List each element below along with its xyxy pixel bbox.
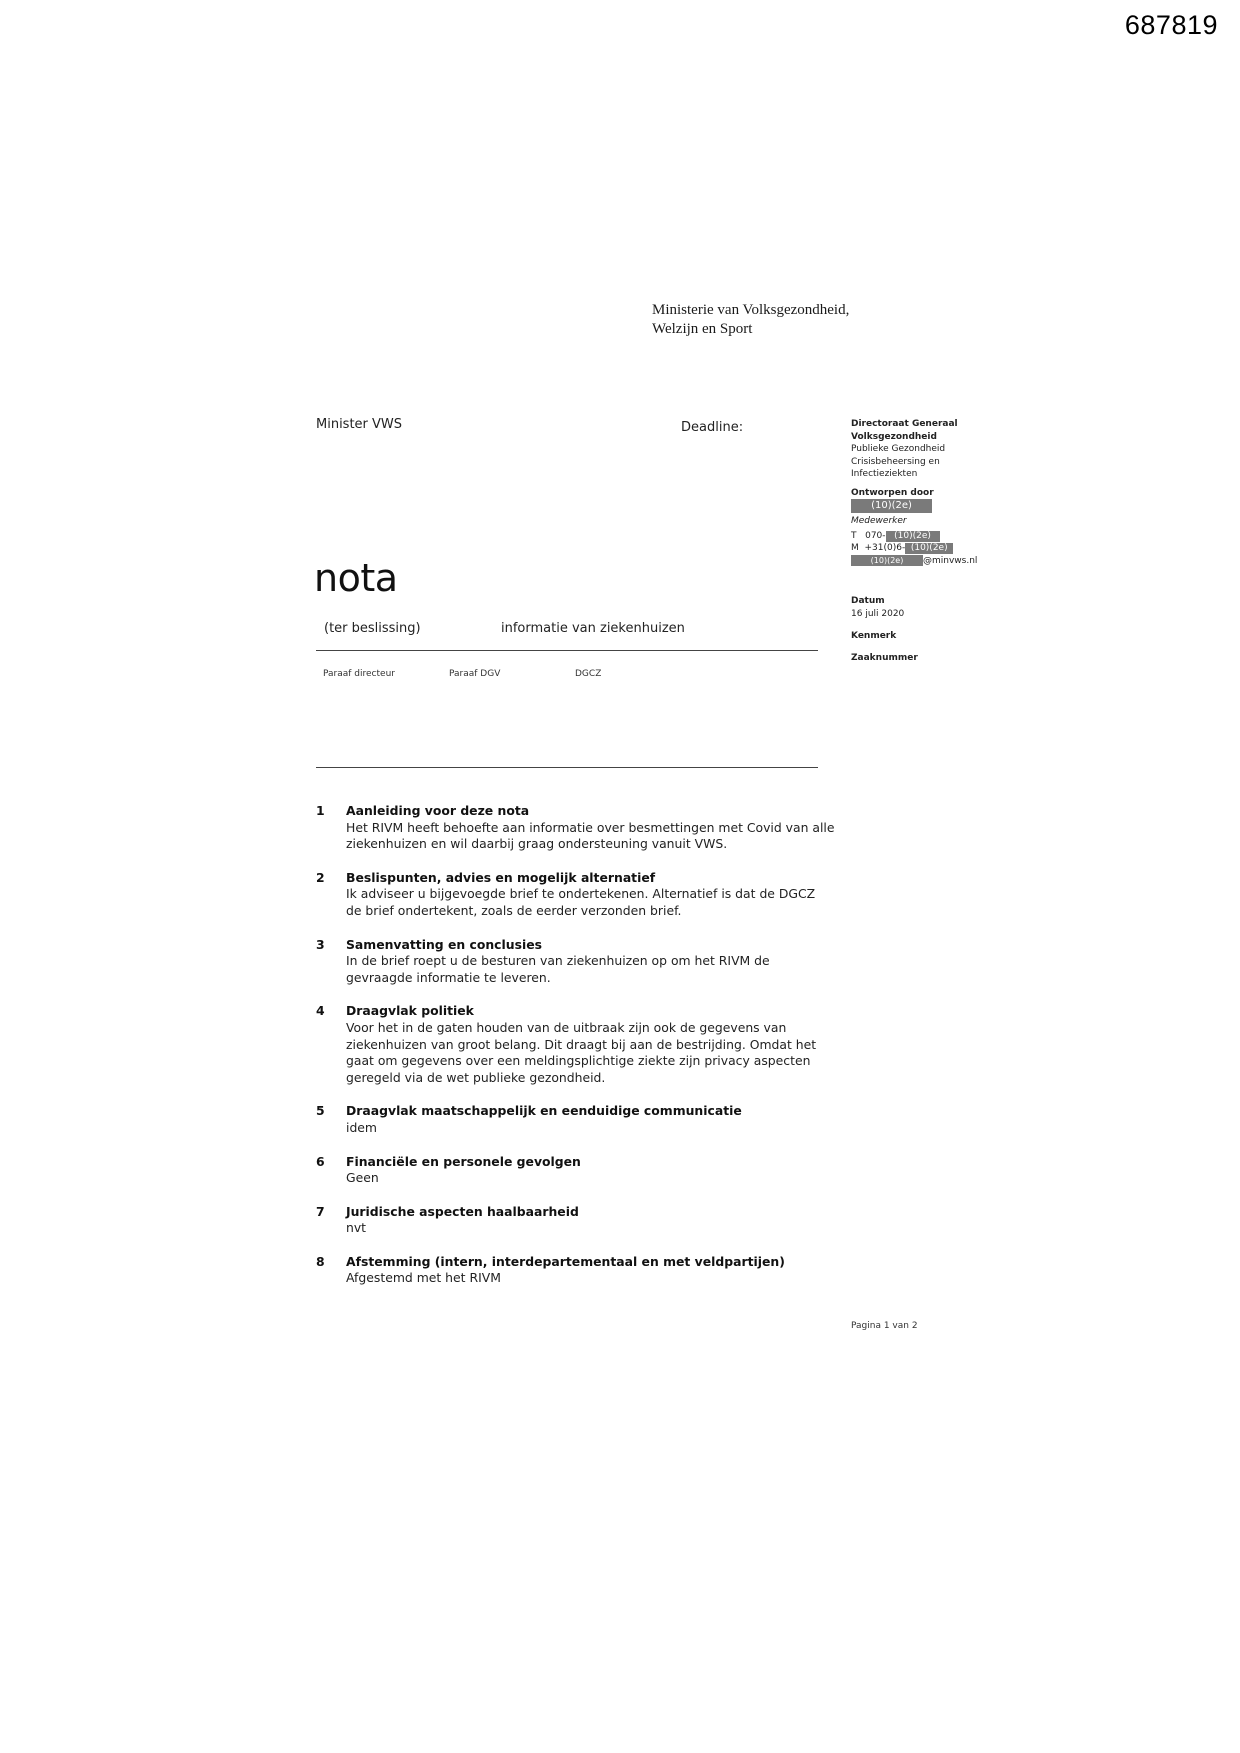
logo-line-1: Ministerie van Volksgezondheid,: [652, 302, 850, 318]
section-heading: Beslispunten, advies en mogelijk alternatief: [346, 869, 656, 885]
divider-top: [316, 650, 818, 651]
section-2: [316, 870, 876, 920]
sidebar-meta: [851, 595, 1011, 665]
section-text: Voor het in de gaten houden van de uitbraak zijn ook de gegevens van ziekenhuizen van groot belang. Dit draagt bij aan de bestrijding. Omdat het gaat om gegevens over een meldingsplichtige ziekte zijn privacy aspecten geregeld via de wet publieke gezondheid.: [346, 1019, 817, 1085]
section-3: [316, 937, 876, 987]
dept-line-2: Crisisbeheersing en: [851, 456, 940, 467]
section-number: 8: [316, 1253, 325, 1269]
paraaf-dgv: Paraaf DGV: [449, 669, 501, 679]
section-heading: Aanleiding voor deze nota: [346, 803, 530, 818]
note-sections: [316, 803, 876, 1304]
org-line-2: Volksgezondheid: [851, 431, 937, 442]
ministry-logo: [652, 301, 849, 339]
section-heading: Draagvlak politiek: [346, 1003, 474, 1019]
section-number: 3: [316, 936, 325, 952]
section-heading: Samenvatting en conclusies: [346, 936, 542, 952]
recipient: Minister VWS: [316, 417, 403, 432]
mobile-prefix: M: [851, 543, 859, 553]
mobile-value: +31(0)6-: [864, 543, 906, 553]
phone-value: 070-: [865, 530, 886, 541]
sender-sidebar: [851, 418, 1011, 567]
redaction-mobile: (10)(2e): [905, 543, 953, 554]
section-8: [316, 1254, 876, 1287]
note-subject: informatie van ziekenhuizen: [501, 621, 685, 636]
document-title: nota: [314, 556, 398, 600]
email-row: [851, 555, 1011, 568]
logo-line-2: Welzijn en Sport: [652, 321, 753, 337]
paraaf-directeur: Paraaf directeur: [323, 669, 395, 679]
org-line-1: Directoraat Generaal: [851, 419, 958, 429]
case-number-label: Zaaknummer: [851, 653, 918, 663]
section-text: Ik adviseer u bijgevoegde brief te ondertekenen. Alternatief is dat de DGCZ de brief ondertekent, zoals de eerder verzonden brief.: [346, 886, 816, 918]
dept-line-1: Publieke Gezondheid: [851, 444, 946, 454]
section-text: nvt: [346, 1220, 367, 1236]
section-7: [316, 1204, 876, 1237]
section-number: 1: [316, 803, 325, 818]
mobile-row: [851, 542, 1011, 555]
divider-bottom: [316, 767, 818, 768]
dept-line-3: Infectieziekten: [851, 469, 918, 479]
paraaf-dgcz: DGCZ: [575, 669, 602, 679]
date-value: 16 juli 2020: [851, 609, 905, 619]
section-5: [316, 1103, 876, 1136]
section-text: Afgestemd met het RIVM: [346, 1270, 501, 1286]
email-domain: @minvws.nl: [923, 555, 978, 566]
section-number: 6: [316, 1153, 325, 1169]
redaction-designer: (10)(2e): [851, 499, 932, 513]
section-text: idem: [346, 1119, 378, 1135]
section-number: 4: [316, 1003, 325, 1019]
section-1: [316, 803, 876, 853]
section-text: Geen: [346, 1170, 379, 1186]
date-label: Datum: [851, 596, 885, 606]
section-6: [316, 1154, 876, 1187]
deadline-label: Deadline:: [681, 420, 744, 435]
section-text: In de brief roept u de besturen van ziekenhuizen op om het RIVM de gevraagde informatie te leveren.: [346, 953, 770, 985]
designed-by-label: Ontworpen door: [851, 487, 934, 498]
section-number: 7: [316, 1203, 325, 1219]
section-text: Het RIVM heeft behoefte aan informatie over besmettingen met Covid van alle ziekenhuizen en wil daarbij graag ondersteuning vanuit VWS.: [346, 819, 835, 852]
section-4: [316, 1003, 876, 1086]
phone-prefix: T: [851, 530, 857, 541]
section-heading: Juridische aspecten haalbaarheid: [346, 1203, 579, 1219]
redaction-email: (10)(2e): [851, 555, 923, 566]
designer-role: Medewerker: [851, 516, 907, 526]
section-heading: Financiële en personele gevolgen: [346, 1153, 581, 1169]
note-type: (ter beslissing): [324, 621, 421, 636]
section-number: 5: [316, 1103, 325, 1119]
document-number: 687819: [1124, 10, 1218, 40]
reference-label: Kenmerk: [851, 631, 897, 641]
section-number: 2: [316, 869, 325, 885]
redaction-phone: (10)(2e): [886, 531, 940, 542]
page-number: Pagina 1 van 2: [851, 1321, 918, 1331]
phone-row: [851, 530, 1011, 543]
section-heading: Draagvlak maatschappelijk en eenduidige communicatie: [346, 1103, 742, 1119]
section-heading: Afstemming (intern, interdepartementaal en met veldpartijen): [346, 1253, 785, 1269]
